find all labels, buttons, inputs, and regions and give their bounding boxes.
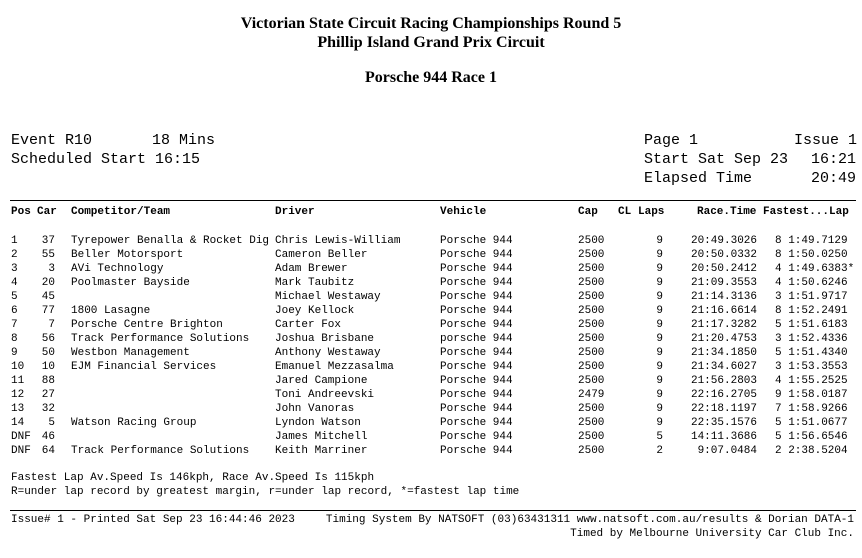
cell-race-time: 22:35.1576 xyxy=(690,417,757,429)
table-row xyxy=(0,360,862,374)
cell-cap: 2479 xyxy=(578,389,605,401)
cell-vehicle: porsche 944 xyxy=(440,333,513,345)
col-car: Car xyxy=(37,206,57,218)
table-row xyxy=(0,388,862,402)
cell-vehicle: Porsche 944 xyxy=(440,319,513,331)
cell-cap: 2500 xyxy=(578,291,605,303)
cell-car: 10 xyxy=(41,361,55,373)
cell-driver: Joey Kellock xyxy=(275,305,355,317)
cell-laps: 9 xyxy=(656,333,663,345)
cell-vehicle: Porsche 944 xyxy=(440,375,513,387)
cell-car: 46 xyxy=(41,431,55,443)
cell-car: 55 xyxy=(41,249,55,261)
cell-fastest-lap: 2 2:38.5204 xyxy=(775,445,848,457)
cell-cap: 2500 xyxy=(578,277,605,289)
table-row xyxy=(0,234,862,248)
cell-car: 64 xyxy=(41,445,55,457)
cell-fastest-lap: 5 1:51.0677 xyxy=(775,417,848,429)
cell-vehicle: Porsche 944 xyxy=(440,235,513,247)
cell-cap: 2500 xyxy=(578,403,605,415)
cell-car: 56 xyxy=(41,333,55,345)
cell-laps: 9 xyxy=(656,319,663,331)
printed-info: Issue# 1 - Printed Sat Sep 23 16:44:46 2023 xyxy=(11,514,295,526)
results-header xyxy=(0,205,862,219)
table-row xyxy=(0,416,862,430)
cell-laps: 9 xyxy=(656,417,663,429)
cell-driver: Emanuel Mezzasalma xyxy=(275,361,394,373)
cell-vehicle: Porsche 944 xyxy=(440,277,513,289)
cell-laps: 9 xyxy=(656,375,663,387)
cell-pos: 7 xyxy=(11,319,18,331)
cell-race-time: 21:14.3136 xyxy=(690,291,757,303)
cell-cap: 2500 xyxy=(578,235,605,247)
cell-pos: DNF xyxy=(11,445,31,457)
cell-car: 77 xyxy=(41,305,55,317)
cell-driver: Michael Westaway xyxy=(275,291,381,303)
cell-vehicle: Porsche 944 xyxy=(440,389,513,401)
cell-cap: 2500 xyxy=(578,333,605,345)
cell-vehicle: Porsche 944 xyxy=(440,263,513,275)
cell-cap: 2500 xyxy=(578,263,605,275)
cell-team: Track Performance Solutions xyxy=(71,445,250,457)
col-fastest-lap: Fastest...Lap xyxy=(763,206,849,218)
cell-car: 3 xyxy=(48,263,55,275)
cell-laps: 5 xyxy=(656,431,663,443)
cell-race-time: 21:17.3282 xyxy=(690,319,757,331)
table-row xyxy=(0,262,862,276)
table-row xyxy=(0,248,862,262)
cell-team: EJM Financial Services xyxy=(71,361,217,373)
elapsed-time: 20:49 xyxy=(811,170,857,187)
cell-race-time: 20:49.3026 xyxy=(690,235,757,247)
cell-car: 88 xyxy=(41,375,55,387)
cell-fastest-lap: 7 1:58.9266 xyxy=(775,403,848,415)
cell-pos: 5 xyxy=(11,291,18,303)
cell-cap: 2500 xyxy=(578,375,605,387)
cell-driver: Lyndon Watson xyxy=(275,417,361,429)
cell-pos: DNF xyxy=(11,431,31,443)
cell-race-time: 20:50.2412 xyxy=(690,263,757,275)
cell-vehicle: Porsche 944 xyxy=(440,417,513,429)
cell-laps: 9 xyxy=(656,277,663,289)
event-id: Event R10 xyxy=(11,132,93,149)
cell-driver: Chris Lewis-William xyxy=(275,235,401,247)
cell-laps: 9 xyxy=(656,305,663,317)
scheduled-start: Scheduled Start 16:15 xyxy=(11,151,201,168)
cell-cap: 2500 xyxy=(578,361,605,373)
cell-driver: Jared Campione xyxy=(275,375,368,387)
legend-note: R=under lap record by greatest margin, r=under lap record, *=fastest lap time xyxy=(11,486,520,498)
cell-car: 27 xyxy=(41,389,55,401)
col-vehicle: Vehicle xyxy=(440,206,487,218)
cell-team: Beller Motorsport xyxy=(71,249,184,261)
elapsed-label: Elapsed Time xyxy=(644,170,753,187)
cell-laps: 9 xyxy=(656,403,663,415)
col-team: Competitor/Team xyxy=(71,206,171,218)
cell-pos: 13 xyxy=(11,403,25,415)
cell-fastest-lap: 8 1:50.0250 xyxy=(775,249,848,261)
cell-car: 37 xyxy=(41,235,55,247)
cell-fastest-lap: 5 1:56.6546 xyxy=(775,431,848,443)
cell-race-time: 21:34.6027 xyxy=(690,361,757,373)
issue-number: Issue 1 xyxy=(794,132,858,149)
cell-laps: 9 xyxy=(656,249,663,261)
cell-laps: 9 xyxy=(656,263,663,275)
cell-team: Porsche Centre Brighton xyxy=(71,319,223,331)
cell-race-time: 22:18.1197 xyxy=(690,403,757,415)
col-pos: Pos xyxy=(11,206,31,218)
cell-pos: 8 xyxy=(11,333,18,345)
cell-vehicle: Porsche 944 xyxy=(440,431,513,443)
cell-car: 45 xyxy=(41,291,55,303)
cell-pos: 2 xyxy=(11,249,18,261)
cell-vehicle: Porsche 944 xyxy=(440,361,513,373)
cell-cap: 2500 xyxy=(578,305,605,317)
cell-car: 7 xyxy=(48,319,55,331)
cell-pos: 4 xyxy=(11,277,18,289)
cell-team: Poolmaster Bayside xyxy=(71,277,190,289)
table-row xyxy=(0,290,862,304)
cell-pos: 10 xyxy=(11,361,25,373)
circuit-title: Phillip Island Grand Prix Circuit xyxy=(317,34,545,51)
cell-pos: 1 xyxy=(11,235,18,247)
cell-laps: 9 xyxy=(656,361,663,373)
cell-car: 20 xyxy=(41,277,55,289)
cell-car: 50 xyxy=(41,347,55,359)
cell-laps: 9 xyxy=(656,347,663,359)
start-date: Start Sat Sep 23 xyxy=(644,151,789,168)
cell-pos: 11 xyxy=(11,375,25,387)
timed-by: Timed by Melbourne University Car Club Inc. xyxy=(570,528,854,540)
table-row xyxy=(0,374,862,388)
col-race-time: Race.Time xyxy=(697,206,757,218)
cell-vehicle: Porsche 944 xyxy=(440,347,513,359)
cell-team: Westbon Management xyxy=(71,347,190,359)
cell-race-time: 21:16.6614 xyxy=(690,305,757,317)
start-time: 16:21 xyxy=(811,151,857,168)
cell-race-time: 22:16.2705 xyxy=(690,389,757,401)
cell-laps: 9 xyxy=(656,389,663,401)
cell-car: 32 xyxy=(41,403,55,415)
cell-fastest-lap: 5 1:51.4340 xyxy=(775,347,848,359)
cell-cap: 2500 xyxy=(578,431,605,443)
cell-pos: 3 xyxy=(11,263,18,275)
cell-team: AVi Technology xyxy=(71,263,164,275)
cell-race-time: 21:34.1850 xyxy=(690,347,757,359)
cell-race-time: 21:20.4753 xyxy=(690,333,757,345)
cell-driver: Toni Andreevski xyxy=(275,389,375,401)
race-title: Porsche 944 Race 1 xyxy=(365,69,497,86)
table-row xyxy=(0,304,862,318)
cell-fastest-lap: 8 1:52.2491 xyxy=(775,305,848,317)
cell-cap: 2500 xyxy=(578,417,605,429)
cell-driver: John Vanoras xyxy=(275,403,355,415)
cell-fastest-lap: 4 1:50.6246 xyxy=(775,277,848,289)
cell-laps: 9 xyxy=(656,291,663,303)
cell-race-time: 9:07.0484 xyxy=(697,445,757,457)
cell-car: 5 xyxy=(48,417,55,429)
cell-pos: 6 xyxy=(11,305,18,317)
table-row xyxy=(0,276,862,290)
col-cl: CL xyxy=(618,206,632,218)
cell-team: Track Performance Solutions xyxy=(71,333,250,345)
championship-title: Victorian State Circuit Racing Championships Round 5 xyxy=(240,15,622,32)
cell-driver: Adam Brewer xyxy=(275,263,348,275)
cell-driver: Keith Marriner xyxy=(275,445,368,457)
cell-fastest-lap: 4 1:49.6383* xyxy=(775,263,855,275)
table-row xyxy=(0,402,862,416)
cell-pos: 12 xyxy=(11,389,25,401)
cell-fastest-lap: 3 1:53.3553 xyxy=(775,361,848,373)
cell-race-time: 21:56.2803 xyxy=(690,375,757,387)
table-row xyxy=(0,318,862,332)
col-cap: Cap xyxy=(578,206,598,218)
cell-vehicle: Porsche 944 xyxy=(440,445,513,457)
footer-rule xyxy=(10,510,856,511)
cell-fastest-lap: 9 1:58.0187 xyxy=(775,389,848,401)
cell-team: Tyrepower Benalla & Rocket Dig xyxy=(71,235,270,247)
cell-team: 1800 Lasagne xyxy=(71,305,151,317)
timing-system: Timing System By NATSOFT (03)63431311 www.natsoft.com.au/results & Dorian DATA-1 xyxy=(325,514,854,526)
cell-fastest-lap: 3 1:52.4336 xyxy=(775,333,848,345)
cell-driver: James Mitchell xyxy=(275,431,368,443)
cell-cap: 2500 xyxy=(578,319,605,331)
table-row xyxy=(0,444,862,458)
cell-cap: 2500 xyxy=(578,445,605,457)
cell-vehicle: Porsche 944 xyxy=(440,249,513,261)
cell-pos: 14 xyxy=(11,417,25,429)
cell-race-time: 14:11.3686 xyxy=(690,431,757,443)
cell-driver: Anthony Westaway xyxy=(275,347,381,359)
cell-pos: 9 xyxy=(11,347,18,359)
cell-fastest-lap: 8 1:49.7129 xyxy=(775,235,848,247)
speed-note: Fastest Lap Av.Speed Is 146kph, Race Av.Speed Is 115kph xyxy=(11,472,375,484)
cell-fastest-lap: 3 1:51.9717 xyxy=(775,291,848,303)
cell-fastest-lap: 4 1:55.2525 xyxy=(775,375,848,387)
cell-vehicle: Porsche 944 xyxy=(440,291,513,303)
page-number: Page 1 xyxy=(644,132,699,149)
col-laps: Laps xyxy=(638,206,665,218)
cell-driver: Mark Taubitz xyxy=(275,277,355,289)
cell-laps: 2 xyxy=(656,445,663,457)
cell-laps: 9 xyxy=(656,235,663,247)
cell-cap: 2500 xyxy=(578,249,605,261)
col-driver: Driver xyxy=(275,206,315,218)
header-rule xyxy=(10,200,856,201)
table-row xyxy=(0,332,862,346)
cell-vehicle: Porsche 944 xyxy=(440,305,513,317)
event-duration: 18 Mins xyxy=(152,132,216,149)
cell-driver: Joshua Brisbane xyxy=(275,333,375,345)
cell-race-time: 21:09.3553 xyxy=(690,277,757,289)
table-row xyxy=(0,346,862,360)
cell-vehicle: Porsche 944 xyxy=(440,403,513,415)
cell-fastest-lap: 5 1:51.6183 xyxy=(775,319,848,331)
table-row xyxy=(0,430,862,444)
cell-driver: Cameron Beller xyxy=(275,249,368,261)
cell-cap: 2500 xyxy=(578,347,605,359)
cell-race-time: 20:50.0332 xyxy=(690,249,757,261)
cell-team: Watson Racing Group xyxy=(71,417,197,429)
cell-driver: Carter Fox xyxy=(275,319,342,331)
